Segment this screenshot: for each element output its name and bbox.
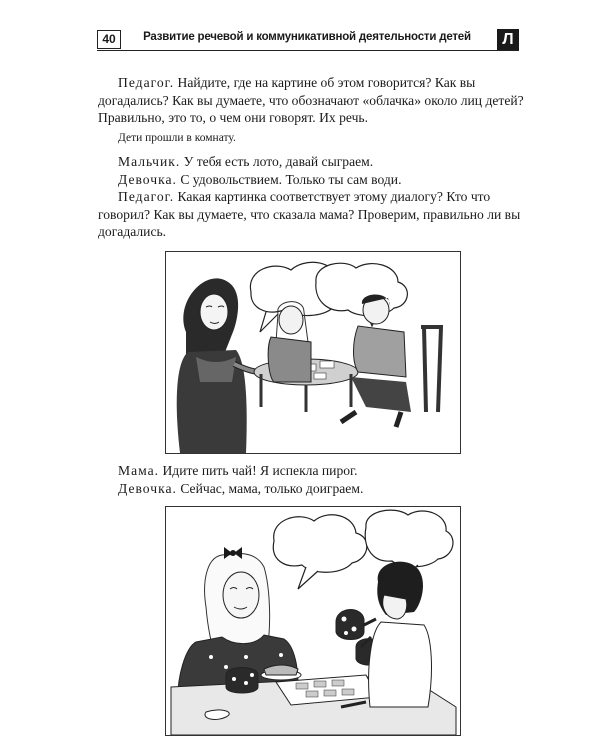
dialogue-lotto — [98, 153, 530, 241]
illustration-tea-table — [165, 506, 461, 736]
speaker-label: Девочка. — [118, 480, 177, 496]
speaker-label: Педагог. — [118, 189, 175, 204]
lotto-game-drawing — [166, 252, 460, 453]
speaker-label: Мама. — [118, 463, 160, 478]
dialogue-tea — [98, 462, 530, 497]
line-text: С удовольствием. Только ты сам води. — [176, 171, 402, 187]
dialogue-line — [98, 462, 530, 480]
speaker-label: Девочка. — [118, 171, 177, 187]
speaker-label: Педагог. — [118, 75, 175, 90]
stage-direction-text: Дети прошли в комнату. — [118, 132, 236, 144]
paragraph-text: Найдите, где на картине об этом говорится? Как вы догадались? Как вы думаете, что обозначают «облачка» около лиц детей? Правильно, это то, о чем они говорят. Их речь. — [98, 75, 524, 125]
page-number: 40 — [97, 30, 121, 49]
tea-table-drawing — [166, 507, 460, 735]
illustration-lotto-game — [165, 251, 461, 454]
dialogue-line — [98, 153, 530, 171]
dialogue-line — [98, 171, 530, 189]
stage-direction — [98, 131, 530, 146]
speaker-label: Мальчик. — [118, 154, 181, 169]
running-title: Развитие речевой и коммуникативной деятельности детей — [143, 31, 471, 43]
line-text: Сейчас, мама, только доиграем. — [176, 480, 364, 496]
chapter-badge: Л — [497, 29, 519, 50]
line-text: Идите пить чай! Я испекла пирог. — [159, 463, 358, 478]
running-header — [97, 30, 519, 51]
line-text: У тебя есть лото, давай сыграем. — [180, 154, 374, 169]
dialogue-line — [98, 480, 530, 498]
line-text: Какая картинка соответствует этому диалогу? Кто что говорил? Как вы думаете, что сказала мама? Проверим, правильно ли вы догадались. — [98, 189, 521, 239]
dialogue-line — [98, 188, 530, 241]
paragraph-teacher-question — [98, 74, 530, 127]
